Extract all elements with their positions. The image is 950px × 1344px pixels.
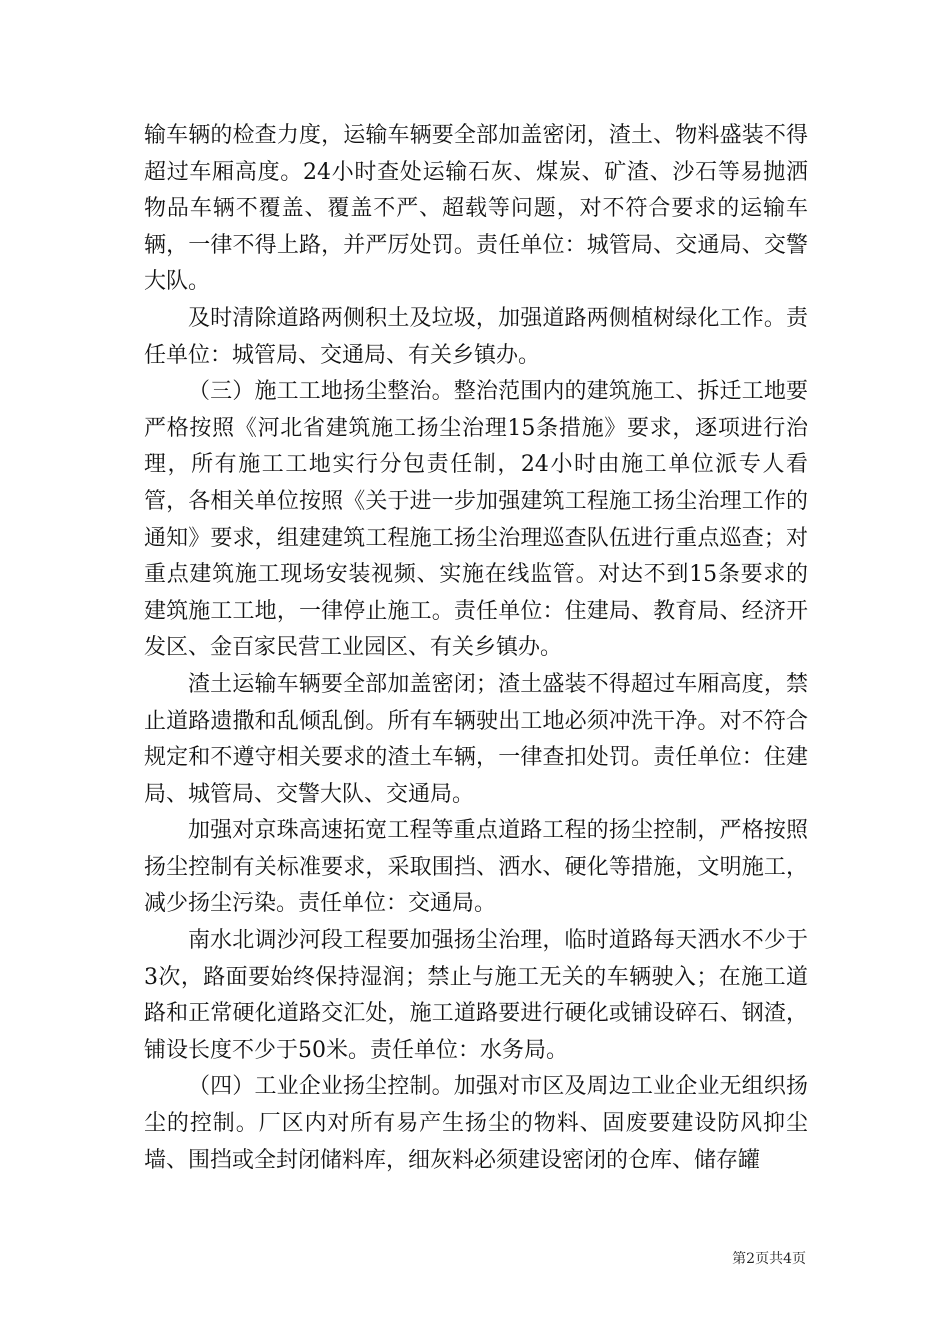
paragraph-3: （三）施工工地扬尘整治。整治范围内的建筑施工、拆迁工地要严格按照《河北省建筑施工扬尘治理15条措施》要求，逐项进行治理，所有施工工地实行分包责任制，24小时由施工单位派专人看管，各相关单位按照《关于进一步加强建筑工程施工扬尘治理工作的通知》要求，组建建筑工程施工扬尘治理巡查队伍进行重点巡查；对重点建筑施工现场安装视频、实施在线监管。对达不到15条要求的建筑施工工地，一律停止施工。责任单位：住建局、教育局、经济开发区、金百家民营工业园区、有关乡镇办。 (144, 379, 808, 661)
paragraph-7: （四）工业企业扬尘控制。加强对市区及周边工业企业无组织扬尘的控制。厂区内对所有易产生扬尘的物料、固废要建设防风抑尘墙、围挡或全封闭储料库，细灰料必须建设密闭的仓库、储存罐 (144, 1074, 808, 1173)
paragraph-5: 加强对京珠高速拓宽工程等重点道路工程的扬尘控制，严格按照扬尘控制有关标准要求，采取围挡、洒水、硬化等措施，文明施工，减少扬尘污染。责任单位：交通局。 (144, 818, 808, 917)
page-number-footer: 第2页共4页 (732, 1251, 806, 1267)
document-body (144, 118, 808, 1179)
paragraph-2: 及时清除道路两侧积土及垃圾，加强道路两侧植树绿化工作。责任单位：城管局、交通局、有关乡镇办。 (144, 305, 808, 368)
paragraph-6: 南水北调沙河段工程要加强扬尘治理，临时道路每天洒水不少于3次，路面要始终保持湿润；禁止与施工无关的车辆驶入；在施工道路和正常硬化道路交汇处，施工道路要进行硬化或铺设碎石、钢渣，铺设长度不少于50米。责任单位：水务局。 (144, 928, 808, 1063)
paragraph-4: 渣土运输车辆要全部加盖密闭；渣土盛装不得超过车厢高度，禁止道路遗撒和乱倾乱倒。所有车辆驶出工地必须冲洗干净。对不符合规定和不遵守相关要求的渣土车辆，一律查扣处罚。责任单位：住建局、城管局、交警大队、交通局。 (144, 671, 808, 807)
paragraph-1: 输车辆的检查力度，运输车辆要全部加盖密闭，渣土、物料盛装不得超过车厢高度。24小时查处运输石灰、煤炭、矿渣、沙石等易抛洒物品车辆不覆盖、覆盖不严、超载等问题，对不符合要求的运输车辆，一律不得上路，并严厉处罚。责任单位：城管局、交通局、交警大队。 (144, 123, 808, 295)
